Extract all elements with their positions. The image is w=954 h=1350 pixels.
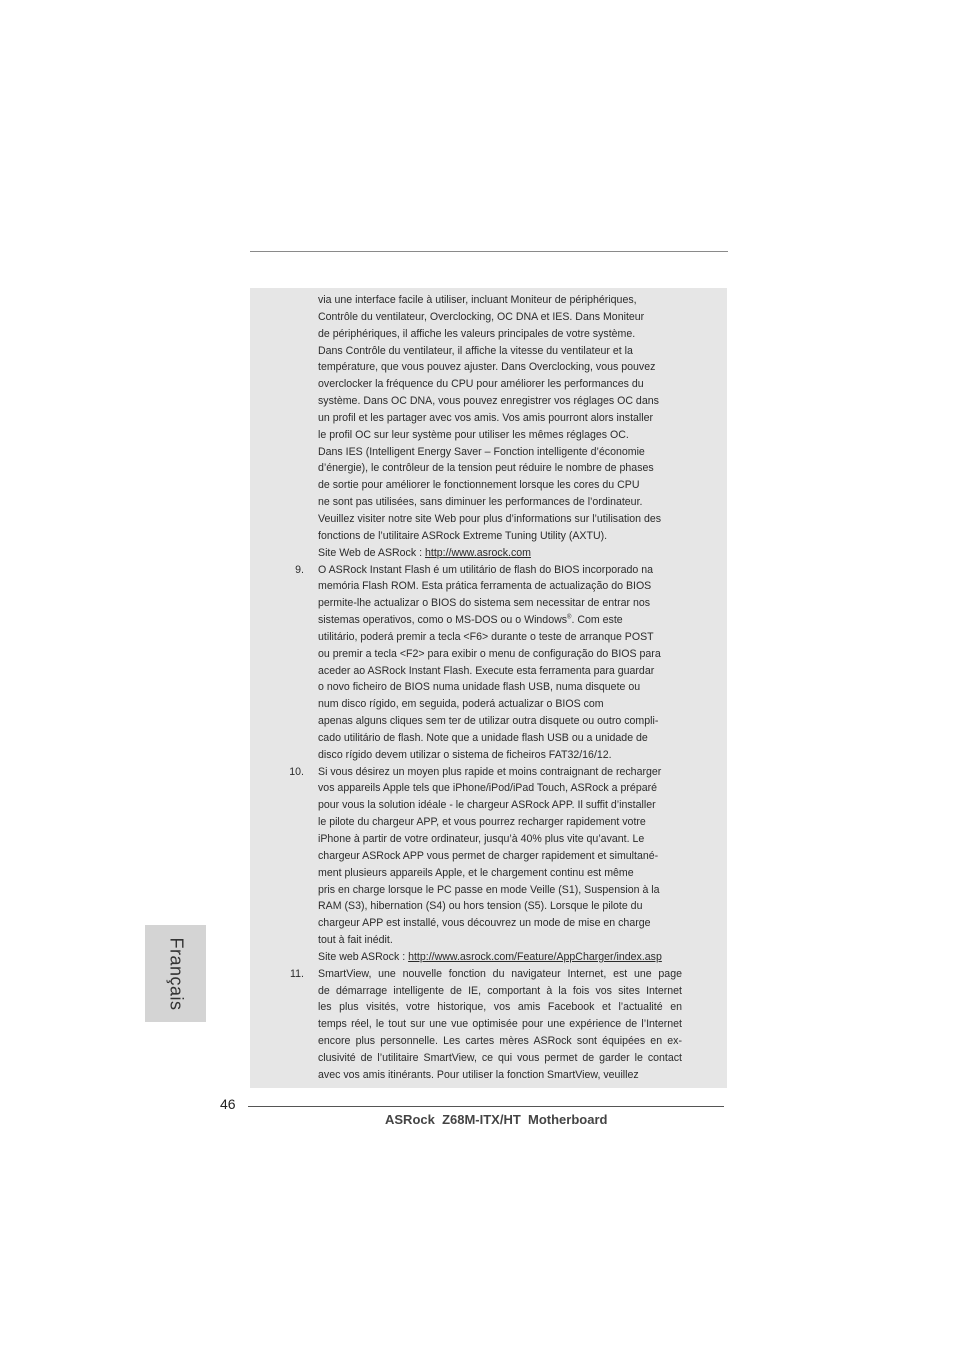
registered-mark: ® — [567, 614, 572, 621]
text-line: Si vous désirez un moyen plus rapide et moins contraignant de recharger — [318, 765, 662, 778]
text-line: clusivité de l’utilitaire SmartView, ce qui vous permet de garder le contact — [318, 1051, 682, 1064]
text-line: de démarrage intelligente de IE, comportant à la fois vos sites Internet — [318, 984, 682, 997]
text-line: tout à fait inédit. — [318, 934, 393, 947]
text-line: Contrôle du ventilateur, Overclocking, OC DNA et IES. Dans Moniteur — [318, 310, 645, 323]
page-number: 46 — [220, 1096, 236, 1112]
text-line: un profil et les partager avec vos amis. Vos amis pourront alors installer — [318, 411, 654, 424]
text-line: disco rígido devem utilizar o sistema de ficheiros FAT32/16/12. — [318, 748, 612, 761]
website-label: Site Web de ASRock : — [318, 546, 425, 559]
list-item-10 — [289, 764, 682, 966]
text-line: utilitário, poderá premir a tecla <F6> durante o teste de arranque POST — [318, 630, 654, 643]
text-line: d’énergie), le contrôleur de la tension peut réduire le nombre de phases — [318, 462, 654, 475]
text-line: memória Flash ROM. Esta prática ferramenta de actualização do BIOS — [318, 580, 652, 593]
text-line: overclocker la fréquence du CPU pour améliorer les performances du — [318, 378, 644, 391]
text-line: encore plus personnelle. Les cartes mères ASRock sont équipées en ex- — [318, 1035, 682, 1048]
text-line: de sortie pour améliorer le fonctionnement lorsque les cores du CPU — [318, 479, 640, 492]
content-text — [289, 292, 682, 1084]
item-number: 10. — [289, 765, 304, 778]
list-item-11 — [290, 966, 682, 1084]
text-span: sistemas operativos, como o MS-DOS ou o Windows — [318, 614, 568, 627]
bottom-rule — [248, 1106, 724, 1107]
text-line: Dans IES (Intelligent Energy Saver – Fonction intelligente d’économie — [318, 445, 645, 458]
text-line: num disco rígido, em seguida, poderá actualizar o BIOS com — [318, 698, 604, 711]
website-line — [318, 949, 682, 966]
text-line: avec vos amis itinérants. Pour utiliser la fonction SmartView, veuillez — [318, 1068, 639, 1081]
text-line: temps réel, le tout sur une vue optimisée pour une expérience de l’Internet — [318, 1018, 682, 1031]
item-number: 11. — [290, 967, 304, 980]
text-line: permite-lhe actualizar o BIOS do sistema sem necessitar de entrar nos — [318, 597, 651, 610]
item-number: 9. — [295, 563, 304, 576]
text-line: pour vous la solution idéale - le chargeur ASRock APP. Il suffit d’installer — [318, 799, 656, 812]
text-line: ou premir a tecla <F2> para exibir o menu de configuração do BIOS para — [318, 647, 661, 660]
text-line: cado utilitário de flash. Note que a unidade flash USB ou a unidade de — [318, 731, 648, 744]
text-span: . Com este — [571, 614, 623, 627]
asrock-website-link[interactable]: http://www.asrock.com — [424, 546, 531, 559]
list-item-9 — [295, 562, 682, 764]
language-label: Français — [166, 936, 186, 1011]
text-line: apenas alguns cliques sem ter de utilizar outra disquete ou outro compli- — [318, 715, 659, 728]
text-line: le profil OC sur leur système pour utiliser les mêmes réglages OC. — [318, 428, 629, 441]
text-line: RAM (S3), hibernation (S4) ou hors tension (S5). Lorsque le pilote du — [318, 900, 643, 913]
text-line: Veuillez visiter notre site Web pour plus d’informations sur l’utilisation des — [318, 512, 662, 525]
text-line: SmartView, une nouvelle fonction du navigateur Internet, est une page — [318, 967, 682, 980]
text-line: chargeur APP est installé, vous découvrez un mode de mise en charge — [318, 917, 651, 930]
text-line: iPhone à partir de votre ordinateur, jusqu’à 40% plus vite qu’avant. Le — [318, 833, 645, 845]
app-charger-link[interactable]: http://www.asrock.com/Feature/AppCharger/index.asp — [408, 950, 662, 963]
text-line — [318, 612, 682, 629]
text-line: de périphériques, il affiche les valeurs principales de votre système. — [318, 327, 636, 340]
text-line: aceder ao ASRock Instant Flash. Execute esta ferramenta para guardar — [318, 664, 655, 677]
text-line: pris en charge lorsque le PC passe en mode Veille (S1), Suspension à la — [318, 883, 660, 896]
language-tab — [145, 925, 206, 1022]
footer-title: ASRock Z68M-ITX/HT Motherboard — [385, 1112, 608, 1127]
text-line: o novo ficheiro de BIOS numa unidade flash USB, numa disquete ou — [318, 681, 641, 694]
text-line: chargeur ASRock APP vous permet de charger rapidement et simultané- — [318, 849, 659, 862]
text-line: système. Dans OC DNA, vous pouvez enregistrer vos réglages OC dans — [318, 395, 659, 408]
text-line: vos appareils Apple tels que iPhone/iPod/iPad Touch, ASRock a préparé — [318, 782, 658, 795]
text-line: les plus visités, votre historique, vos amis Facebook et l’actualité en — [318, 1001, 682, 1014]
text-line: fonctions de l’utilitaire ASRock Extreme Tuning Utility (AXTU). — [318, 529, 608, 542]
text-line: ne sont pas utilisées, sans diminuer les performances de l’ordinateur. — [318, 496, 643, 509]
text-line: via une interface facile à utiliser, incluant Moniteur de périphériques, — [318, 294, 637, 306]
text-line: le pilote du chargeur APP, et vous pourrez recharger rapidement votre — [318, 816, 646, 829]
text-line: Dans Contrôle du ventilateur, il affiche la vitesse du ventilateur et la — [318, 344, 633, 357]
text-line: ment plusieurs appareils Apple, et le chargement continu est même — [318, 866, 634, 879]
website-label: Site web ASRock : — [318, 950, 409, 963]
website-line — [318, 545, 682, 562]
top-rule — [250, 251, 728, 252]
text-line: température, que vous pouvez ajuster. Dans Overclocking, vous pouvez — [318, 361, 656, 374]
text-line: O ASRock Instant Flash é um utilitário de flash do BIOS incorporado na — [318, 563, 654, 576]
